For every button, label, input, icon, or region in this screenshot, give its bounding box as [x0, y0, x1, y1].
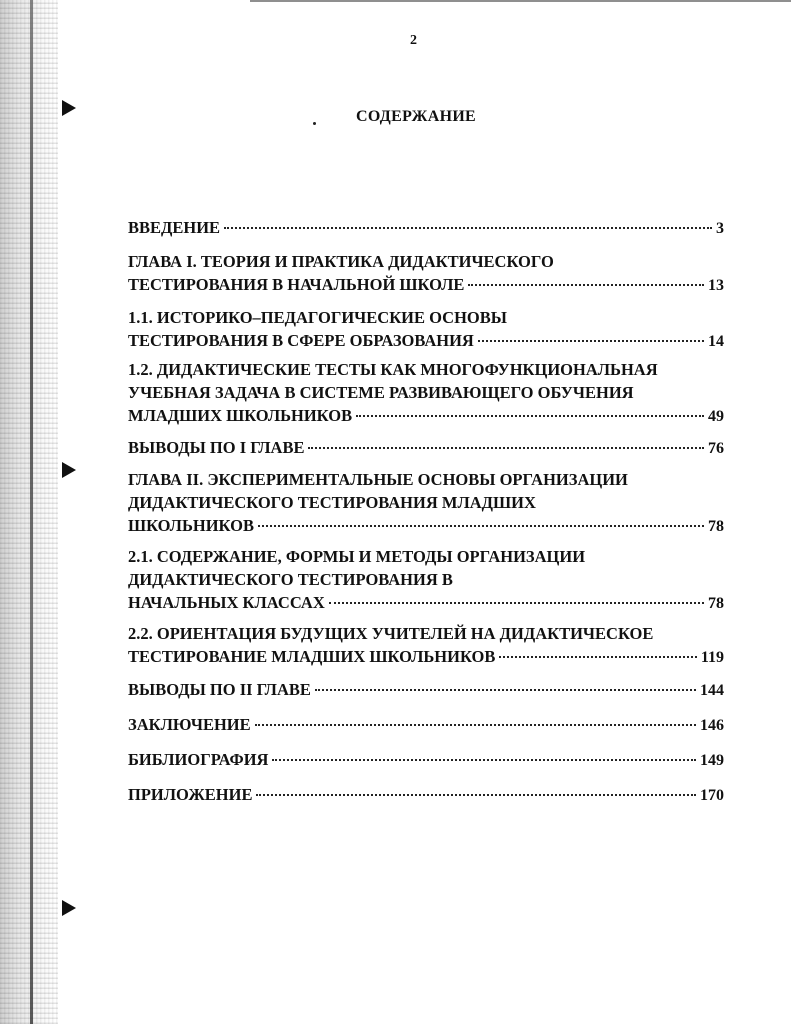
dot-leader — [478, 340, 704, 342]
toc-entry-text: ВЫВОДЫ ПО I ГЛАВЕ — [128, 438, 305, 457]
toc-entry-bibliography[interactable] — [128, 748, 724, 772]
toc-entry-text: НАЧАЛЬНЫХ КЛАССАХ — [128, 593, 325, 612]
toc-entry-text: ДИДАКТИЧЕСКОГО ТЕСТИРОВАНИЯ МЛАДШИХ — [128, 493, 536, 512]
punch-hole-mark — [62, 462, 76, 478]
toc-page-number: 170 — [700, 787, 724, 804]
toc-entry-text: 1.1. ИСТОРИКО–ПЕДАГОГИЧЕСКИЕ ОСНОВЫ — [128, 308, 507, 327]
toc-entry-text: 2.2. ОРИЕНТАЦИЯ БУДУЩИХ УЧИТЕЛЕЙ НА ДИДАКТИЧЕСКОЕ — [128, 624, 654, 643]
toc-page-number: 49 — [708, 408, 724, 425]
toc-entry-section-1-1[interactable] — [128, 306, 724, 353]
toc-page-number: 144 — [700, 682, 724, 699]
toc-entry-text: ДИДАКТИЧЕСКОГО ТЕСТИРОВАНИЯ В — [128, 570, 453, 589]
stray-dot — [313, 122, 316, 125]
toc-entry-chapter-2[interactable] — [128, 468, 724, 538]
dot-leader — [256, 794, 696, 796]
toc-entry-text: ГЛАВА II. ЭКСПЕРИМЕНТАЛЬНЫЕ ОСНОВЫ ОРГАНИЗАЦИИ — [128, 470, 628, 489]
toc-entry-conclusion[interactable] — [128, 713, 724, 737]
toc-entry-text: ВЫВОДЫ ПО II ГЛАВЕ — [128, 680, 311, 699]
page-number: 2 — [410, 33, 417, 48]
toc-entry-appendix[interactable] — [128, 783, 724, 807]
toc-entry-section-2-2[interactable] — [128, 622, 724, 669]
scan-binding-line — [30, 0, 33, 1024]
dot-leader — [468, 284, 704, 286]
toc-entry-text: ВВЕДЕНИЕ — [128, 218, 221, 237]
dot-leader — [272, 759, 696, 761]
toc-entry-chapter-1[interactable] — [128, 250, 724, 297]
toc-page-number: 146 — [700, 717, 724, 734]
toc-entry-introduction[interactable] — [128, 216, 724, 240]
toc-page-number: 3 — [716, 220, 724, 237]
toc-entry-text: МЛАДШИХ ШКОЛЬНИКОВ — [128, 406, 353, 425]
scan-top-edge — [250, 0, 791, 2]
toc-page-number: 14 — [708, 333, 724, 350]
toc-entry-text: УЧЕБНАЯ ЗАДАЧА В СИСТЕМЕ РАЗВИВАЮЩЕГО ОБУЧЕНИЯ — [128, 383, 634, 402]
toc-entry-conclusions-1[interactable] — [128, 436, 724, 460]
scan-shadow-edge — [0, 0, 58, 1024]
dot-leader — [255, 724, 696, 726]
toc-page-number: 78 — [708, 518, 724, 535]
dot-leader — [308, 447, 704, 449]
dot-leader — [499, 656, 697, 658]
toc-entry-text: БИБЛИОГРАФИЯ — [128, 750, 269, 769]
toc-page-number: 78 — [708, 595, 724, 612]
toc-entry-text: ТЕСТИРОВАНИЯ В НАЧАЛЬНОЙ ШКОЛЕ — [128, 275, 465, 294]
toc-entry-text: 2.1. СОДЕРЖАНИЕ, ФОРМЫ И МЕТОДЫ ОРГАНИЗАЦИИ — [128, 547, 586, 566]
dot-leader — [258, 525, 704, 527]
dot-leader — [224, 227, 712, 229]
toc-entry-text: ГЛАВА I. ТЕОРИЯ И ПРАКТИКА ДИДАКТИЧЕСКОГО — [128, 252, 554, 271]
toc-entry-text: ЗАКЛЮЧЕНИЕ — [128, 715, 251, 734]
toc-page-number: 76 — [708, 440, 724, 457]
toc-page-number: 13 — [708, 277, 724, 294]
dot-leader — [356, 415, 704, 417]
toc-entry-text: 1.2. ДИДАКТИЧЕСКИЕ ТЕСТЫ КАК МНОГОФУНКЦИОНАЛЬНАЯ — [128, 360, 658, 379]
toc-entry-text: ПРИЛОЖЕНИЕ — [128, 785, 253, 804]
toc-entry-text: ШКОЛЬНИКОВ — [128, 516, 254, 535]
punch-hole-mark — [62, 900, 76, 916]
toc-page-number: 149 — [700, 752, 724, 769]
dot-leader — [315, 689, 696, 691]
toc-entry-section-2-1[interactable] — [128, 545, 724, 615]
toc-entry-conclusions-2[interactable] — [128, 678, 724, 702]
toc-entry-section-1-2[interactable] — [128, 358, 724, 428]
toc-title: СОДЕРЖАНИЕ — [356, 108, 477, 125]
toc-page-number: 119 — [700, 649, 724, 666]
toc-entry-text: ТЕСТИРОВАНИЕ МЛАДШИХ ШКОЛЬНИКОВ — [128, 647, 496, 666]
dot-leader — [329, 602, 704, 604]
toc-entry-text: ТЕСТИРОВАНИЯ В СФЕРЕ ОБРАЗОВАНИЯ — [128, 331, 474, 350]
punch-hole-mark — [62, 100, 76, 116]
